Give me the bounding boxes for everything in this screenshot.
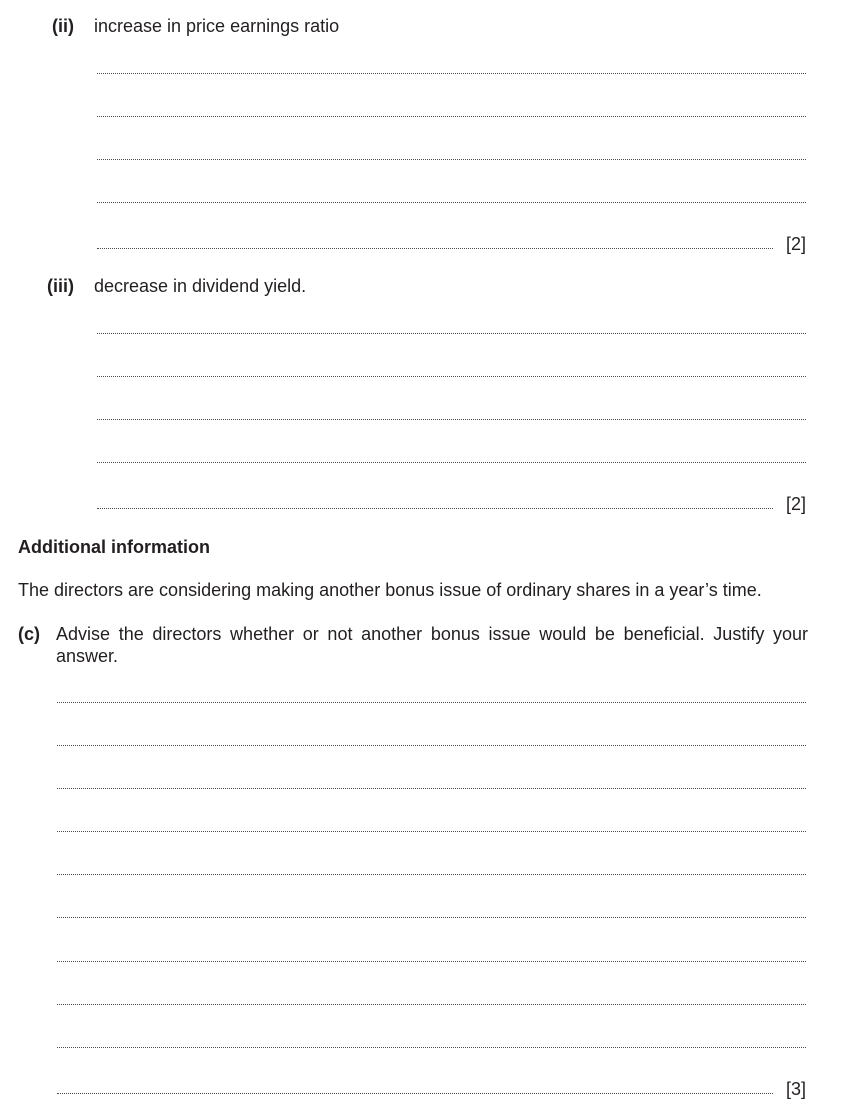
answer-line[interactable] xyxy=(57,961,806,962)
question-text-ii: increase in price earnings ratio xyxy=(94,16,340,36)
answer-line[interactable] xyxy=(97,333,806,334)
section-heading: Additional information xyxy=(18,537,210,557)
answer-line[interactable] xyxy=(97,73,806,74)
answer-line[interactable] xyxy=(57,917,806,918)
answer-line[interactable] xyxy=(97,202,806,203)
answer-line[interactable] xyxy=(97,376,806,377)
question-label-iii: (iii) xyxy=(47,276,74,296)
answer-line[interactable] xyxy=(97,248,773,249)
answer-line[interactable] xyxy=(97,419,806,420)
question-text-iii: decrease in dividend yield. xyxy=(94,276,307,296)
answer-line[interactable] xyxy=(97,159,806,160)
answer-line[interactable] xyxy=(97,116,806,117)
answer-line[interactable] xyxy=(57,1004,806,1005)
answer-line[interactable] xyxy=(57,788,806,789)
answer-line[interactable] xyxy=(57,874,806,875)
question-label-ii: (ii) xyxy=(52,16,74,36)
answer-line[interactable] xyxy=(57,702,806,703)
answer-line[interactable] xyxy=(57,745,806,746)
question-label-c: (c) xyxy=(18,624,40,644)
answer-line[interactable] xyxy=(97,508,773,509)
answer-line[interactable] xyxy=(97,462,806,463)
answer-line[interactable] xyxy=(57,831,806,832)
answer-line[interactable] xyxy=(57,1047,806,1048)
marks-allocation-iii: [2] xyxy=(786,494,807,514)
marks-allocation-ii: [2] xyxy=(786,234,807,254)
answer-line[interactable] xyxy=(57,1093,773,1094)
question-text-c: Advise the directors whether or not another bonus issue would be beneficial. Justify your answer. xyxy=(56,624,808,666)
additional-info-text: The directors are considering making another bonus issue of ordinary shares in a year’s time. xyxy=(18,580,762,600)
marks-allocation-c: [3] xyxy=(786,1079,807,1099)
